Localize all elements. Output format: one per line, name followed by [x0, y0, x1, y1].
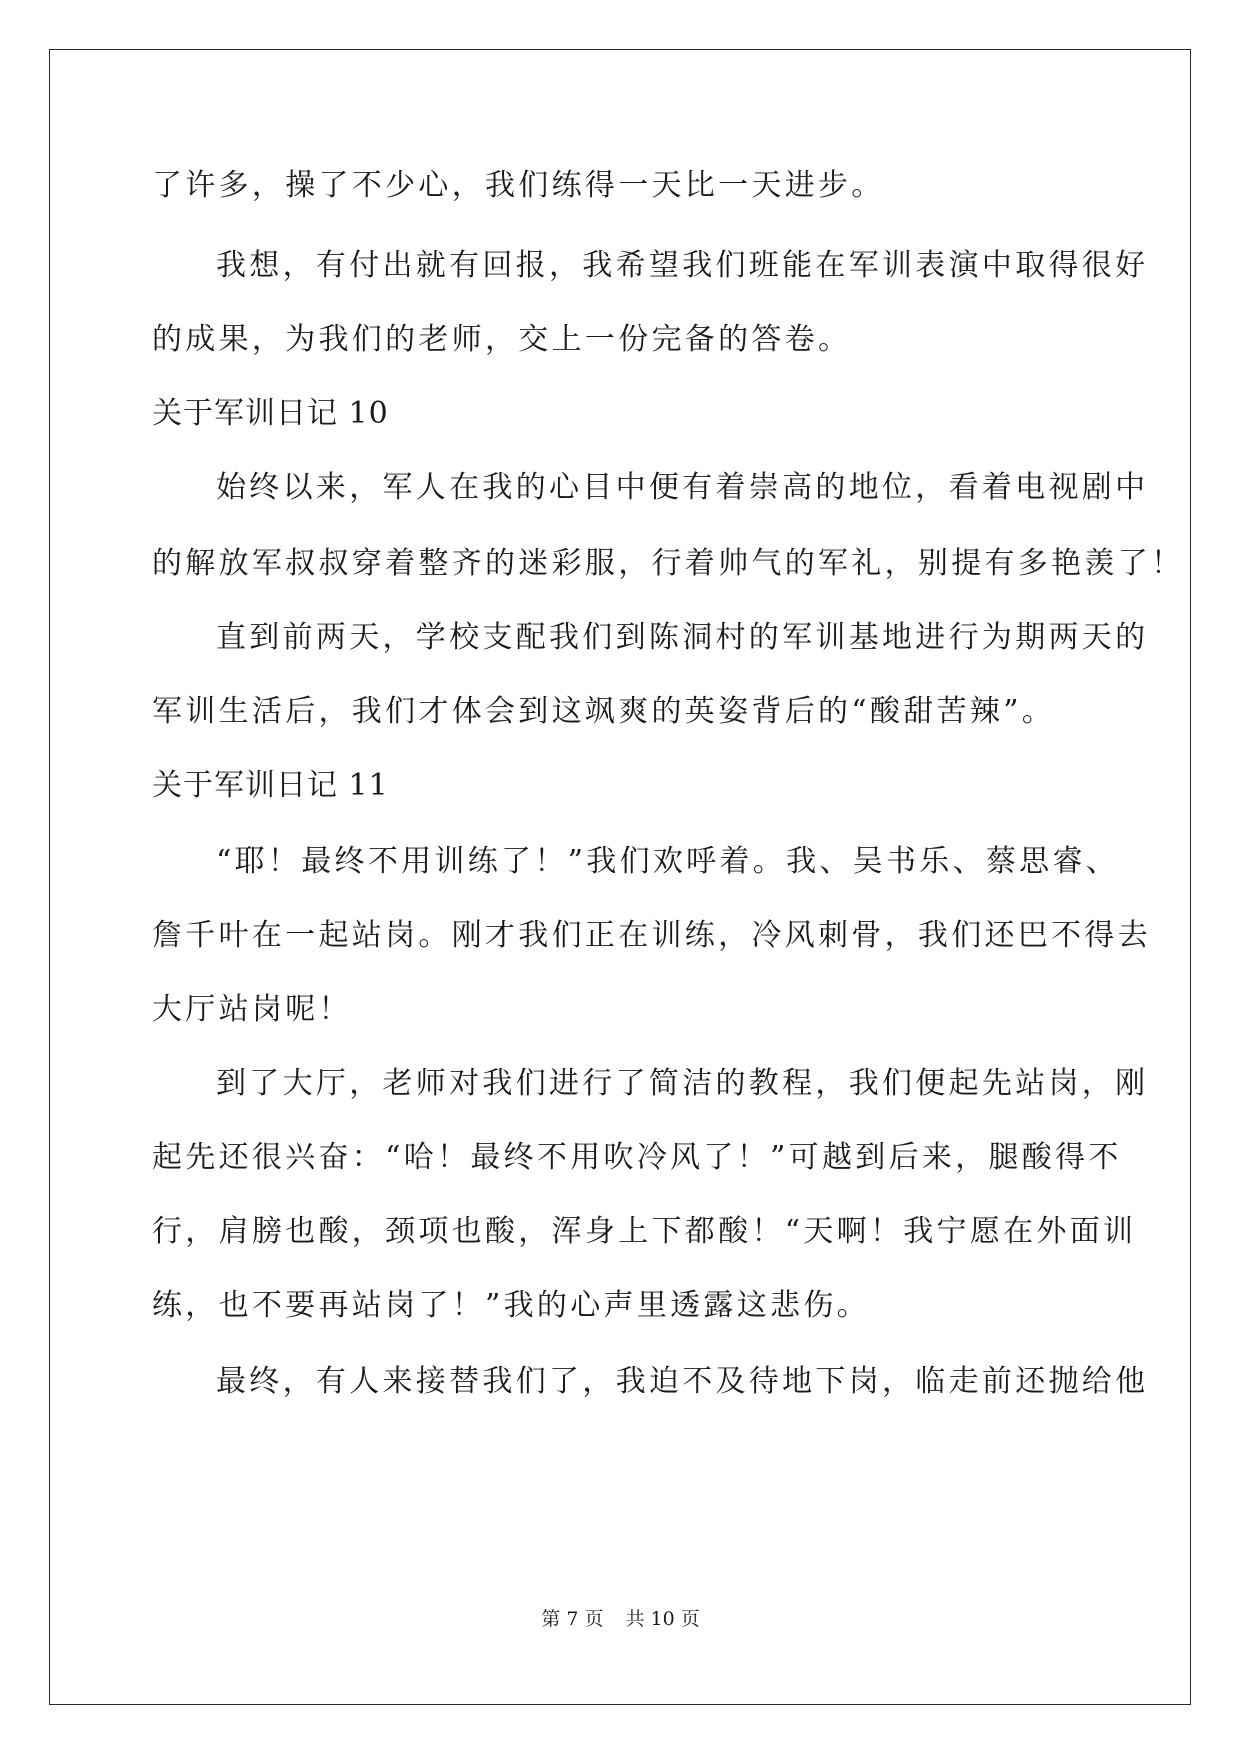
page-number: 第 7 页 [541, 1608, 604, 1630]
text-line: 到了大厅，老师对我们进行了简洁的教程，我们便起先站岗，刚 [216, 1066, 1149, 1101]
text-line: 最终，有人来接替我们了，我迫不及待地下岗，临走前还抛给他 [216, 1364, 1149, 1399]
text-line: 起先还很兴奋：“哈！最终不用吹冷风了！”可越到后来，腿酸得不 [152, 1140, 1122, 1175]
text-line: 我想，有付出就有回报，我希望我们班能在军训表演中取得很好 [216, 248, 1149, 283]
text-line: 军训生活后，我们才体会到这飒爽的英姿背后的“酸甜苦辣”。 [152, 694, 1056, 729]
text-line: 大厅站岗呢！ [152, 992, 352, 1027]
text-line: 詹千叶在一起站岗。刚才我们正在训练，冷风刺骨，我们还巴不得去 [152, 918, 1151, 953]
text-line: 行，肩膀也酸，颈项也酸，浑身上下都酸！“天啊！我宁愿在外面训 [152, 1214, 1137, 1249]
text-line: 直到前两天，学校支配我们到陈洞村的军训基地进行为期两天的 [216, 620, 1149, 655]
total-pages: 共 10 页 [625, 1608, 700, 1630]
section-heading: 关于军训日记 10 [152, 396, 389, 431]
section-heading: 关于军训日记 11 [152, 768, 389, 803]
text-line: 始终以来，军人在我的心目中便有着崇高的地位，看着电视剧中 [216, 470, 1149, 505]
text-line: “耶！最终不用训练了！”我们欢呼着。我、吴书乐、蔡思睿、 [216, 844, 1120, 879]
text-line: 的解放军叔叔穿着整齐的迷彩服，行着帅气的军礼，别提有多艳羡了！ [152, 546, 1185, 581]
text-line: 了许多，操了不少心，我们练得一天比一天进步。 [152, 168, 885, 203]
page-footer [0, 1604, 1241, 1631]
text-line: 练，也不要再站岗了！”我的心声里透露这悲伤。 [152, 1288, 870, 1323]
text-line: 的成果，为我们的老师，交上一份完备的答卷。 [152, 322, 852, 357]
